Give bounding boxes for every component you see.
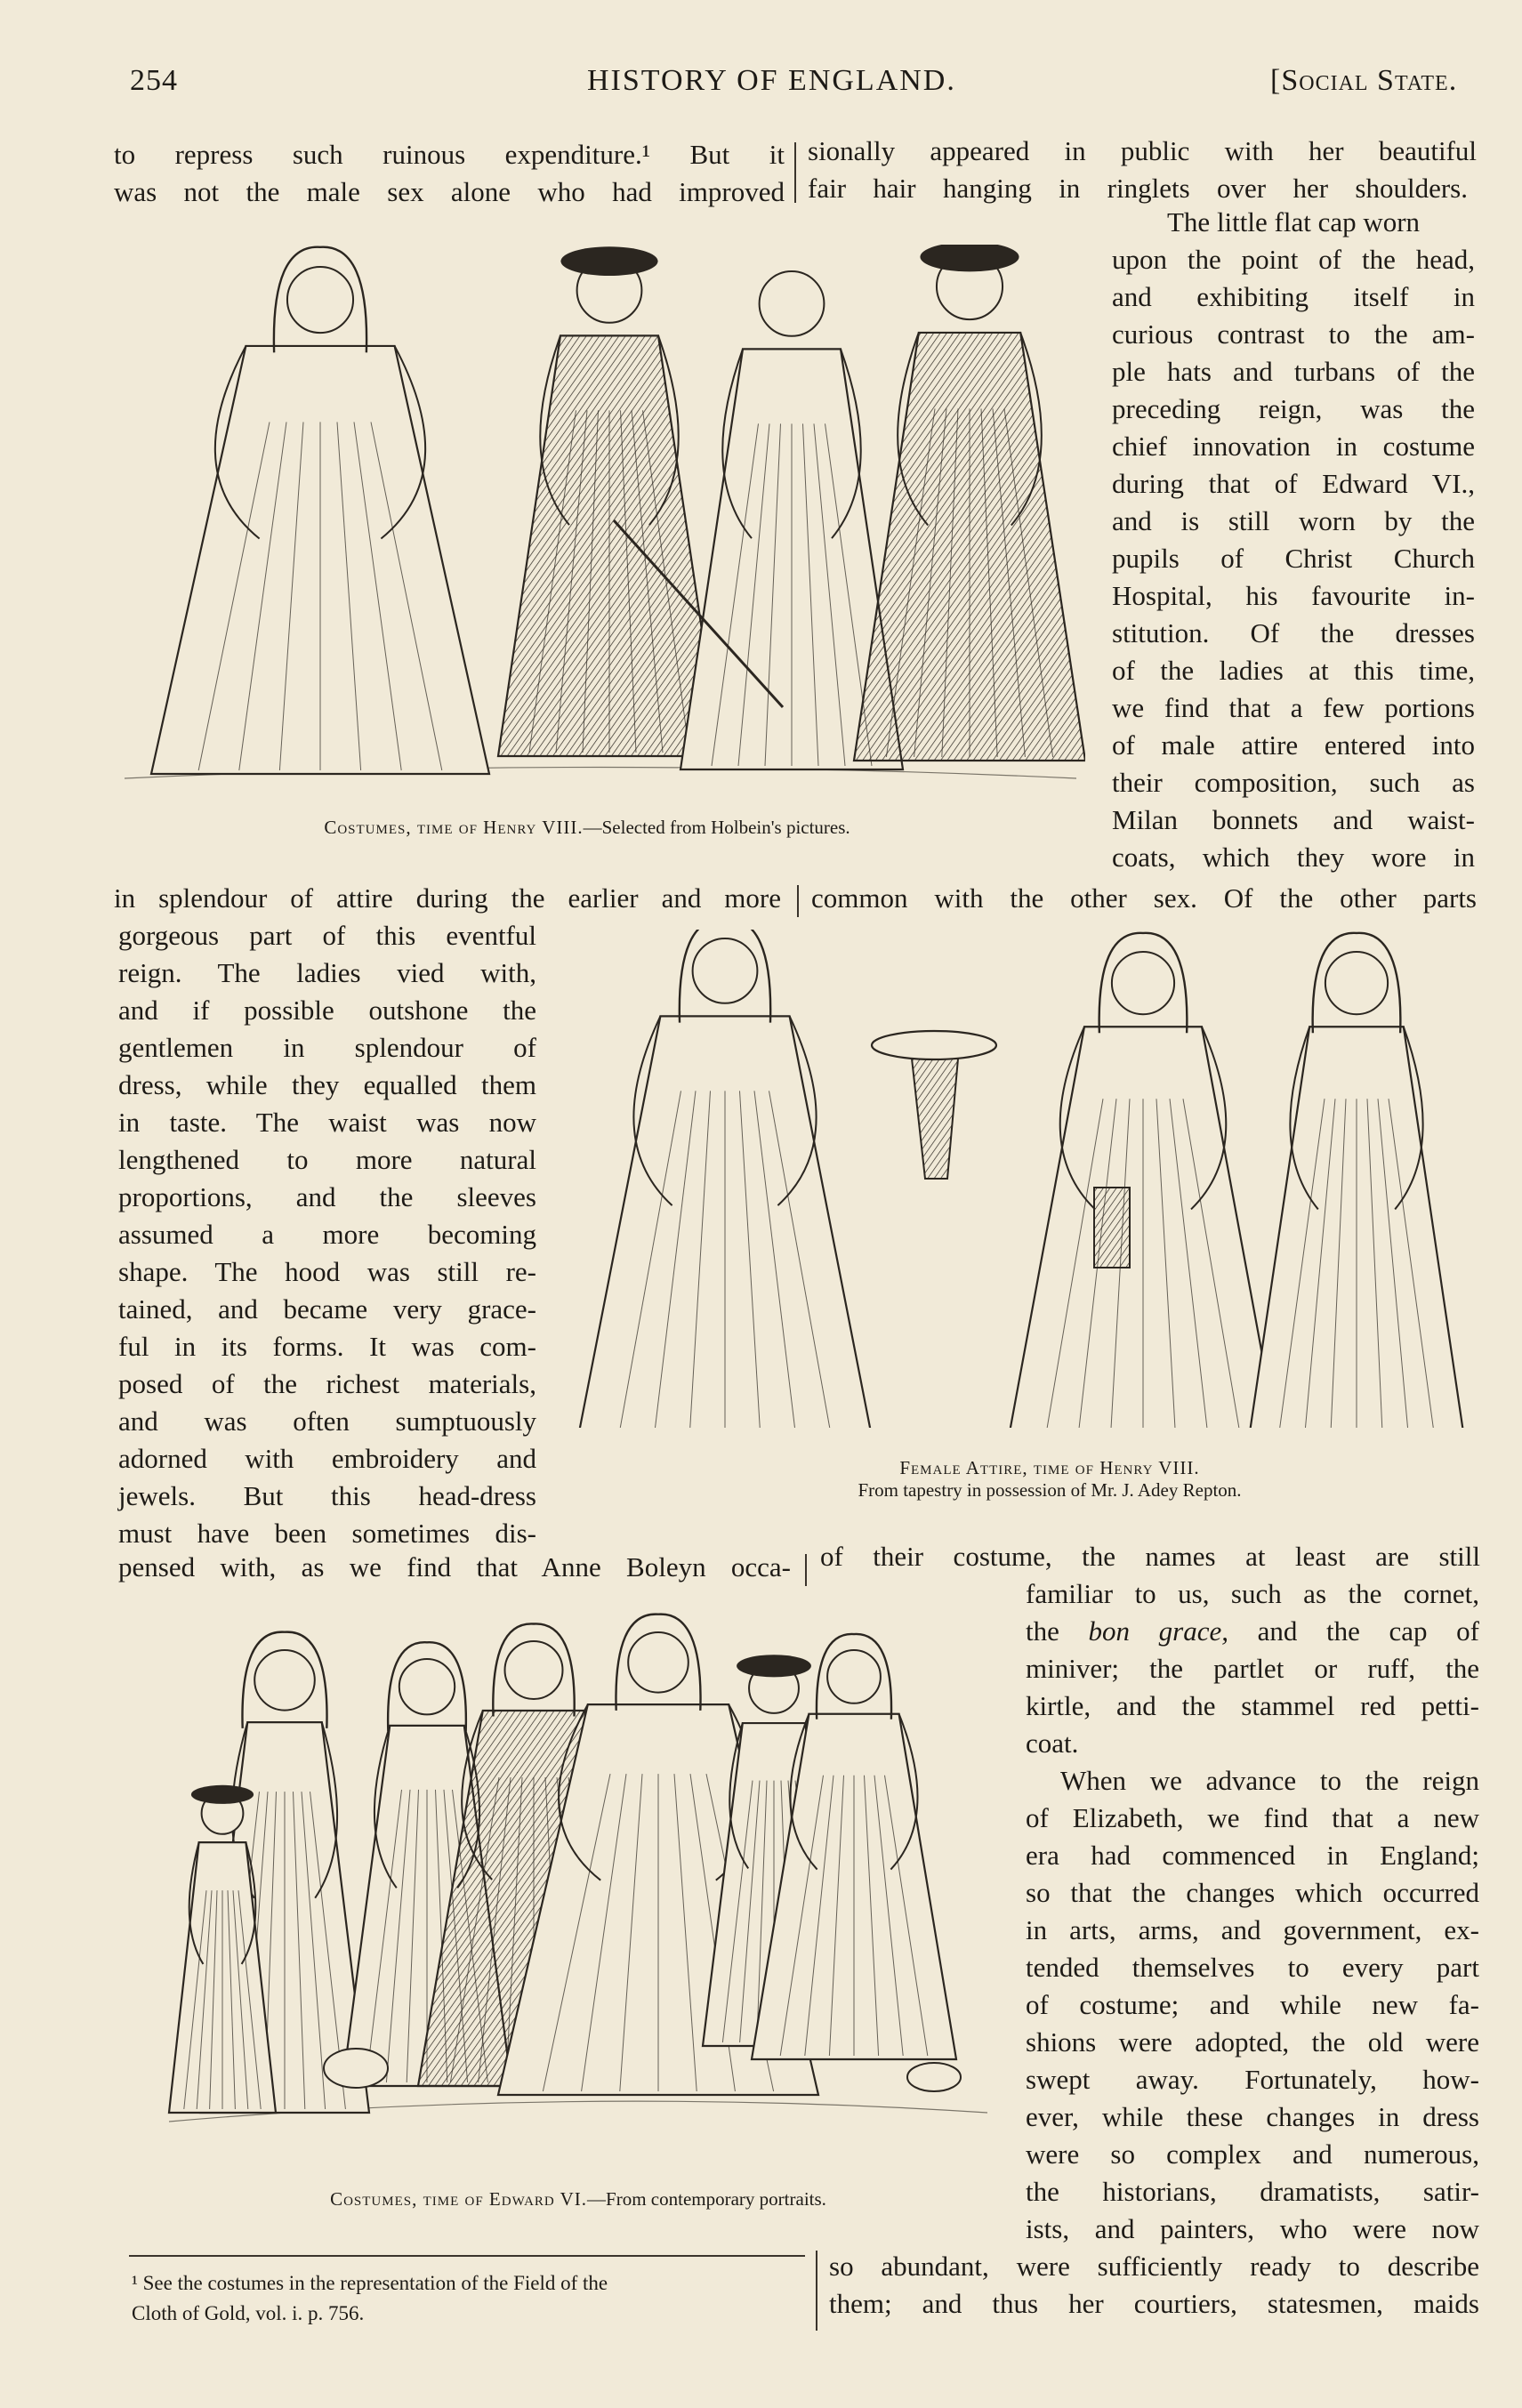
text-line: ful in its forms. It was com- (118, 1331, 536, 1362)
text-line: in taste. The waist was now (118, 1107, 536, 1138)
text-line: pensed with, as we find that Anne Boleyn occa- (118, 1551, 791, 1583)
text-line: miniver; the partlet or ruff, the (1026, 1653, 1479, 1684)
text-line: them; and thus her courtiers, statesmen, maids (829, 2288, 1479, 2319)
caption-source: From tapestry in possession of Mr. J. Adey Repton. (858, 1479, 1242, 1501)
text-line: Milan bonnets and waist- (1112, 804, 1475, 835)
engraving-henry-viii-costumes-icon (116, 245, 1085, 796)
caption-source: —From contemporary portraits. (587, 2188, 826, 2210)
text-line: of the ladies at this time, (1112, 655, 1475, 686)
text-line: the historians, dramatists, satir- (1026, 2176, 1479, 2207)
text-line: to repress such ruinous expenditure.¹ But it (114, 139, 785, 170)
text-line: tained, and became very grace- (118, 1293, 536, 1325)
column-rule (805, 1554, 807, 1586)
text-line: was not the male sex alone who had improved (114, 176, 785, 207)
text-line: The little flat cap worn (1167, 206, 1421, 238)
text-line: so that the changes which occurred (1026, 1877, 1479, 1908)
caption-title: Costumes, time of Henry VIII. (324, 817, 584, 838)
text-line: era had commenced in England; (1026, 1840, 1479, 1871)
italic-term: bon grace, (1088, 1615, 1228, 1647)
footnote-line: ¹ See the costumes in the representation of the Field of the (132, 2272, 608, 2294)
text-line: curious contrast to the am- (1112, 318, 1475, 350)
engraving-female-attire-icon (574, 930, 1477, 1428)
text-line: of Elizabeth, we find that a new (1026, 1802, 1479, 1833)
text-line: assumed a more becoming (118, 1219, 536, 1250)
text-line: stitution. Of the dresses (1112, 617, 1475, 648)
text-line: upon the point of the head, (1112, 244, 1475, 275)
text-line: chief innovation in costume (1112, 431, 1475, 462)
text-line: tended themselves to every part (1026, 1952, 1479, 1983)
text-line: of male attire entered into (1112, 729, 1475, 761)
figure-caption (160, 817, 1014, 839)
text-line: were so complex and numerous, (1026, 2138, 1479, 2170)
text-line: shions were adopted, the old were (1026, 2026, 1479, 2058)
text-line: jewels. But this head-dress (118, 1480, 536, 1511)
text-line: pupils of Christ Church (1112, 543, 1475, 574)
text-line: gentlemen in splendour of (118, 1032, 536, 1063)
caption-source: —Selected from Holbein's pictures. (583, 817, 850, 838)
text-line: lengthened to more natural (118, 1144, 536, 1175)
text-line: adorned with embroidery and (118, 1443, 536, 1474)
text-line: preceding reign, was the (1112, 393, 1475, 424)
text-line: ever, while these changes in dress (1026, 2101, 1479, 2132)
column-rule (816, 2251, 817, 2331)
caption-title: Costumes, time of Edward VI. (330, 2188, 588, 2210)
text-line: during that of Edward VI., (1112, 468, 1475, 499)
text-line: ple hats and turbans of the (1112, 356, 1475, 387)
text-line: reign. The ladies vied with, (118, 957, 536, 988)
engraving-edward-vi-costumes-icon (151, 1588, 1010, 2175)
text-line: of their costume, the names at least are still (820, 1541, 1480, 1572)
column-rule (794, 142, 796, 203)
section-label: [Social State. (1270, 64, 1458, 97)
text-line: so abundant, were sufficiently ready to describe (829, 2251, 1479, 2282)
text-line: coat. (1026, 1727, 1079, 1759)
text-segment: the (1026, 1615, 1089, 1647)
column-rule (797, 885, 799, 917)
text-line: coats, which they wore in (1112, 842, 1475, 873)
text-line: dress, while they equalled them (118, 1069, 536, 1100)
text-line: posed of the richest materials, (118, 1368, 536, 1399)
text-line: their composition, such as (1112, 767, 1475, 798)
text-line: gorgeous part of this eventful (118, 920, 536, 951)
text-line: and is still worn by the (1112, 505, 1475, 536)
caption-title: Female Attire, time of Henry VIII. (899, 1457, 1200, 1478)
text-line: shape. The hood was still re- (118, 1256, 536, 1287)
text-line: proportions, and the sleeves (118, 1181, 536, 1212)
text-line: kirtle, and the stammel red petti- (1026, 1690, 1479, 1721)
text-line: ists, and painters, who were now (1026, 2213, 1479, 2244)
figure-female-attire (574, 930, 1477, 1428)
text-line: and if possible outshone the (118, 995, 536, 1026)
text-line: and exhibiting itself in (1112, 281, 1475, 312)
text-line: in splendour of attire during the earlier and more (114, 882, 781, 914)
figure-caption (729, 1457, 1370, 1502)
text-line: fair hair hanging in ringlets over her shoulders. (808, 173, 1468, 204)
text-line: must have been sometimes dis- (118, 1518, 536, 1549)
text-line: in arts, arms, and government, ex- (1026, 1914, 1479, 1945)
text-line: Hospital, his favourite in- (1112, 580, 1475, 611)
text-line: we find that a few portions (1112, 692, 1475, 723)
figure-caption (160, 2188, 996, 2211)
footnote-line: Cloth of Gold, vol. i. p. 756. (132, 2302, 365, 2324)
text-line: swept away. Fortunately, how- (1026, 2064, 1479, 2095)
running-title: HISTORY OF ENGLAND. (587, 64, 956, 97)
text-line: common with the other sex. Of the other parts (811, 882, 1477, 914)
footnote-rule (129, 2255, 805, 2257)
text-line: of costume; and while new fa- (1026, 1989, 1479, 2020)
text-line: familiar to us, such as the cornet, (1026, 1578, 1479, 1609)
figure-edward-vi-costumes (151, 1588, 1010, 2175)
figure-henry-viii-costumes (116, 245, 1085, 796)
text-segment: and the cap of (1228, 1615, 1479, 1647)
text-line: sionally appeared in public with her beautiful (808, 135, 1477, 166)
text-line: and was often sumptuously (118, 1405, 536, 1437)
text-line (1026, 1613, 1479, 1650)
page-number: 254 (130, 64, 178, 97)
text-line: When we advance to the reign (1060, 1765, 1479, 1796)
